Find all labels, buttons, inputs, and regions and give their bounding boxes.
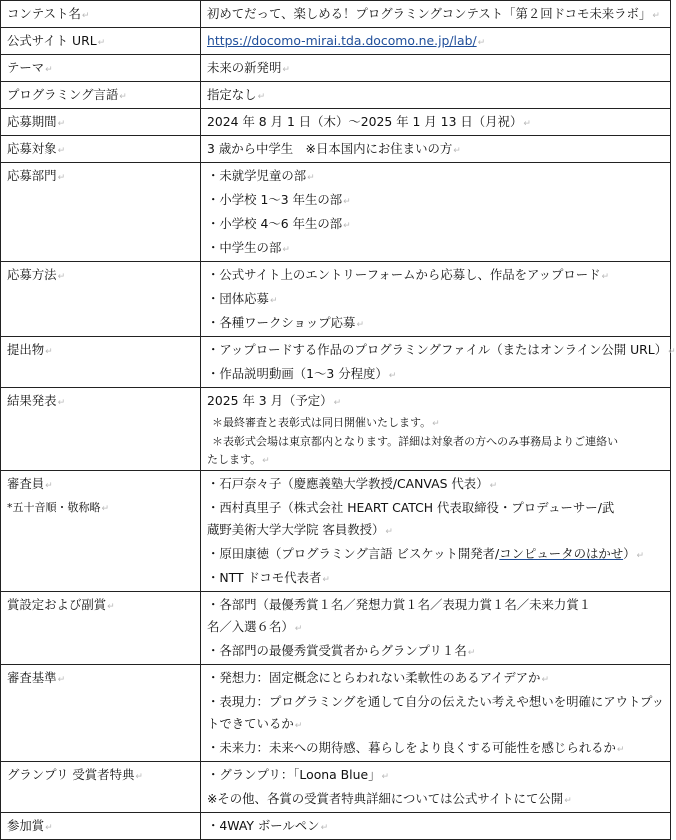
list-item: ・中学生の部↵: [207, 240, 290, 255]
table-row: [1, 28, 671, 55]
row-label: 応募対象↵: [1, 136, 201, 163]
row-value: 3 歳から中学生 ※日本国内にお住まいの方↵: [201, 136, 671, 163]
row-label: 審査員↵ *五十音順・敬称略↵: [1, 471, 201, 592]
list-item: ・表現力：プログラミングを通して自分の伝えたい考えや想いを明確にアウトプッ: [207, 694, 664, 709]
list-item: ・発想力：固定概念にとらわれない柔軟性のあるアイデアか↵: [207, 670, 549, 685]
row-label: 審査基準↵: [1, 665, 201, 762]
list-item: ※その他、各賞の受賞者特典詳細については公式サイトにて公開↵: [207, 791, 572, 806]
list-item: 2025 年 3 月（予定）↵: [207, 393, 342, 408]
row-value: 未来の新発明↵: [201, 55, 671, 82]
table-row: [1, 109, 671, 136]
list-item: ・アップロードする作品のプログラミングファイル（またはオンライン公開 URL）↵: [207, 342, 676, 357]
row-label: グランプリ 受賞者特典↵: [1, 762, 201, 813]
table-row: [1, 471, 671, 592]
row-value: [201, 665, 671, 762]
list-item: ・各部門の最優秀賞受賞者からグランプリ１名↵: [207, 643, 476, 658]
list-item: ・NTT ドコモ代表者↵: [207, 570, 330, 585]
row-sublabel: *五十音順・敬称略↵: [7, 501, 110, 514]
row-label: 提出物↵: [1, 337, 201, 388]
row-value: [201, 471, 671, 592]
row-label: テーマ↵: [1, 55, 201, 82]
table-row: [1, 337, 671, 388]
table-row: [1, 82, 671, 109]
row-value: ・4WAY ボールペン↵: [201, 813, 671, 840]
list-item: ・原田康徳（プログラミング言語 ビスケット開発者/コンピュータのはかせ）↵: [207, 546, 645, 561]
list-item: ・石戸奈々子（慶應義塾大学教授/CANVAS 代表）↵: [207, 476, 498, 491]
row-label: プログラミング言語↵: [1, 82, 201, 109]
note-line: たします。↵: [207, 453, 270, 466]
row-value: [201, 262, 671, 337]
table-row: [1, 163, 671, 262]
note-line: ＊最終審査と表彰式は同日開催いたします。↵: [212, 416, 440, 429]
row-value: https://docomo-mirai.tda.docomo.ne.jp/lab/↵: [201, 28, 671, 55]
list-item: ・作品説明動画（1～3 分程度）↵: [207, 366, 397, 381]
row-value: 初めてだって、楽しめる！プログラミングコンテスト「第２回ドコモ未来ラボ」↵: [201, 1, 671, 28]
row-label: 公式サイト URL↵: [1, 28, 201, 55]
row-value: [201, 592, 671, 665]
table-row: [1, 592, 671, 665]
list-item: ・西村真里子（株式会社 HEART CATCH 代表取締役・プロデューサー/武: [207, 500, 615, 515]
list-item: 名／入選６名）↵: [207, 619, 303, 634]
row-value: [201, 388, 671, 471]
row-value: 2024 年 8 月 1 日（木）～2025 年 1 月 13 日（月祝）↵: [201, 109, 671, 136]
row-label: 応募方法↵: [1, 262, 201, 337]
list-item: トできているか↵: [207, 716, 303, 731]
list-item: ・小学校 4～6 年生の部↵: [207, 216, 351, 231]
row-label: 結果発表↵: [1, 388, 201, 471]
row-label: 応募部門↵: [1, 163, 201, 262]
table-row: [1, 1, 671, 28]
row-label: 応募期間↵: [1, 109, 201, 136]
table-row: [1, 762, 671, 813]
list-item: ・未来力：未来への期待感、暮らしをより良くする可能性を感じられるか↵: [207, 740, 625, 755]
list-item: ・小学校 1～3 年生の部↵: [207, 192, 351, 207]
official-site-link[interactable]: https://docomo-mirai.tda.docomo.ne.jp/lab/: [207, 33, 477, 48]
list-item: ・グランプリ：「Loona Blue」↵: [207, 767, 390, 782]
list-item: ・公式サイト上のエントリーフォームから応募し、作品をアップロード↵: [207, 267, 610, 282]
table-row: [1, 388, 671, 471]
list-item: ・各部門（最優秀賞１名／発想力賞１名／表現力賞１名／未来力賞１: [207, 597, 592, 612]
row-value: [201, 337, 676, 388]
table-row: [1, 136, 671, 163]
list-item: ・団体応募↵: [207, 291, 278, 306]
list-item: ・未就学児童の部↵: [207, 168, 315, 183]
row-label: 参加賞↵: [1, 813, 201, 840]
table-row: [1, 665, 671, 762]
note-line: ＊表彰式会場は東京都内となります。詳細は対象者の方へのみ事務局よりご連絡い: [212, 435, 619, 448]
row-value: [201, 163, 671, 262]
list-item: 蔵野美術大学大学院 客員教授）↵: [207, 522, 393, 537]
table-row: [1, 262, 671, 337]
row-label: 賞設定および副賞↵: [1, 592, 201, 665]
row-value: 指定なし↵: [201, 82, 671, 109]
table-row: [1, 813, 671, 840]
table-row: [1, 55, 671, 82]
row-label: コンテスト名↵: [1, 1, 201, 28]
row-value: [201, 762, 671, 813]
list-item: ・各種ワークショップ応募↵: [207, 315, 364, 330]
